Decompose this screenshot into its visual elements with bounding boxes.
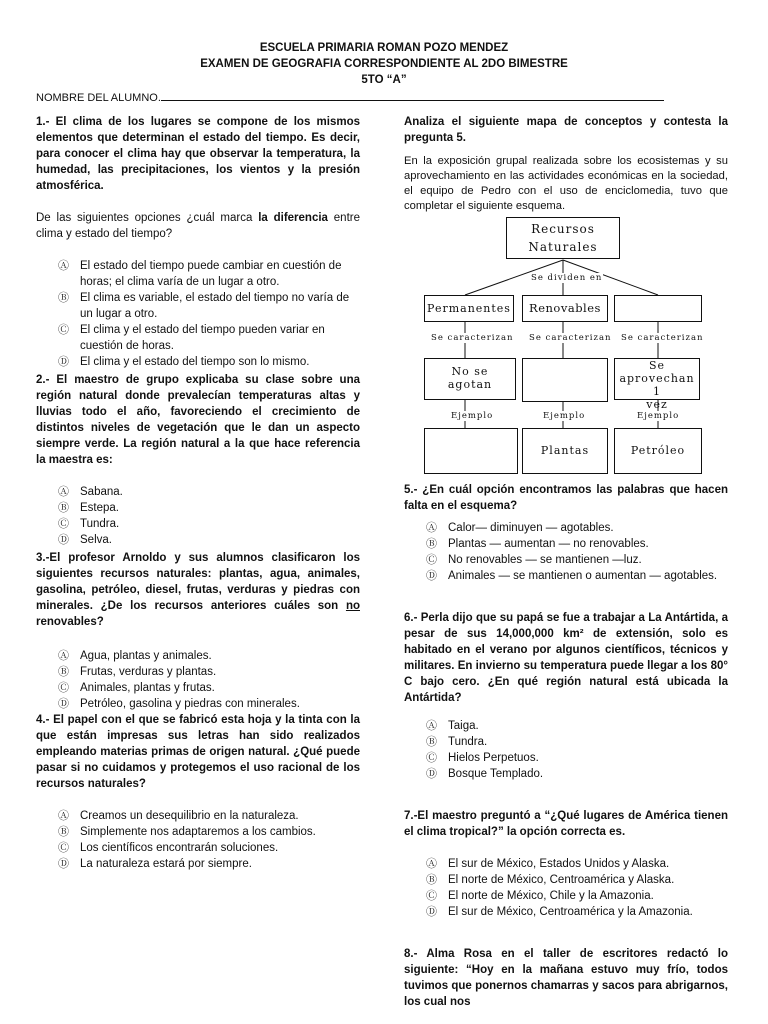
- option-letter-icon: Ⓐ: [426, 720, 437, 732]
- q4-option-d[interactable]: [36, 856, 360, 872]
- example-label-3: Ejemplo: [637, 411, 680, 421]
- option-text: El norte de México, Centroamérica y Alaska.: [448, 874, 675, 886]
- option-text: Selva.: [80, 534, 112, 546]
- q3-option-d[interactable]: [36, 696, 360, 712]
- option-text: Tundra.: [80, 518, 120, 530]
- option-letter-icon: Ⓒ: [58, 682, 69, 694]
- q6-option-c[interactable]: [404, 750, 728, 766]
- question-6-options: [404, 718, 728, 782]
- q4-option-b[interactable]: [36, 824, 360, 840]
- question-7-stem: 7.-El maestro preguntó a “¿Qué lugares de América tienen el clima tropical?” la opción correcta es.: [404, 810, 728, 838]
- example-label-1: Ejemplo: [451, 411, 494, 421]
- q5-option-b[interactable]: [404, 536, 728, 552]
- option-letter-icon: Ⓑ: [58, 502, 69, 514]
- option-text: Bosque Templado.: [448, 768, 544, 780]
- question-1-options: [36, 258, 360, 370]
- concept-map: [420, 215, 705, 475]
- option-letter-icon: Ⓑ: [58, 666, 69, 678]
- option-letter-icon: Ⓒ: [426, 752, 437, 764]
- map-category-renovables: Renovables: [522, 295, 608, 322]
- characterize-label-2: Se caracterizan: [529, 333, 612, 343]
- question-4-stem: 4.- El papel con el que se fabricó esta hoja y la tinta con la que están impresas sus letras han sido realizados empleando materias primas de origen natural. ¿Qué puede pasar si no cuidamos y protegemos el uso racional de los recursos naturales?: [36, 714, 360, 790]
- map-characteristic-2: [522, 358, 608, 402]
- q4-option-a[interactable]: [36, 808, 360, 824]
- option-text: Frutas, verduras y plantas.: [80, 666, 217, 678]
- left-column: [36, 114, 360, 872]
- option-letter-icon: Ⓓ: [58, 534, 69, 546]
- q7-option-b[interactable]: [404, 872, 728, 888]
- option-text: El clima y el estado del tiempo pueden variar en cuestión de horas.: [80, 324, 325, 352]
- map-example-plantas: Plantas: [522, 428, 608, 474]
- option-text: Hielos Perpetuos.: [448, 752, 539, 764]
- q5-option-d[interactable]: [404, 568, 728, 584]
- right-column-lower: [404, 482, 728, 1010]
- option-text: Calor— diminuyen — agotables.: [448, 522, 614, 534]
- student-name-row: [36, 90, 664, 104]
- option-letter-icon: Ⓒ: [58, 324, 69, 336]
- question-3-stem: 3.-El profesor Arnoldo y sus alumnos clasificaron los siguientes recursos naturales: plantas, agua, animales, gasolina, petróleo, diesel, frutas, verduras y piedras con minerales. ¿De los recursos anteriores cuáles son no renovables?: [36, 552, 360, 628]
- option-text: Animales — se mantienen o aumentan — agotables.: [448, 570, 718, 582]
- characterize-label-1: Se caracterizan: [431, 333, 514, 343]
- option-letter-icon: Ⓓ: [426, 906, 437, 918]
- example-label-2: Ejemplo: [543, 411, 586, 421]
- option-letter-icon: Ⓓ: [426, 570, 437, 582]
- option-letter-icon: Ⓒ: [58, 842, 69, 854]
- q7-option-a[interactable]: [404, 856, 728, 872]
- option-letter-icon: Ⓐ: [426, 522, 437, 534]
- q6-option-d[interactable]: [404, 766, 728, 782]
- q5-option-a[interactable]: [404, 520, 728, 536]
- option-text: Creamos un desequilibrio en la naturaleza.: [80, 810, 299, 822]
- school-name: ESCUELA PRIMARIA ROMAN POZO MENDEZ: [259, 42, 509, 54]
- question-2-options: [36, 484, 360, 548]
- q1-option-a[interactable]: [36, 258, 360, 290]
- characterize-label-3: Se caracterizan: [621, 333, 704, 343]
- option-letter-icon: Ⓓ: [426, 768, 437, 780]
- option-text: Simplemente nos adaptaremos a los cambios.: [80, 826, 316, 838]
- option-text: El estado del tiempo puede cambiar en cuestión de horas; el clima varía de un lugar a otro.: [80, 260, 342, 288]
- option-letter-icon: Ⓓ: [58, 858, 69, 870]
- option-letter-icon: Ⓒ: [426, 554, 437, 566]
- question-5-stem: 5.- ¿En cuál opción encontramos las palabras que hacen falta en el esquema?: [404, 484, 728, 512]
- grade-label: 5TO “A”: [361, 74, 407, 86]
- map-category-blank: [614, 295, 702, 322]
- option-text: El sur de México, Estados Unidos y Alaska.: [448, 858, 670, 870]
- question-3-options: [36, 648, 360, 712]
- option-text: La naturaleza estará por siempre.: [80, 858, 252, 870]
- map-characteristic-3: Se aprovechan 1 vez: [614, 358, 700, 400]
- question-1-prompt: De las siguientes opciones ¿cuál marca la diferencia entre clima y estado del tiempo?: [36, 212, 360, 240]
- map-intro-title: Analiza el siguiente mapa de conceptos y contesta la pregunta 5.: [404, 116, 728, 144]
- q2-option-c[interactable]: [36, 516, 360, 532]
- option-text: Sabana.: [80, 486, 123, 498]
- option-letter-icon: Ⓑ: [426, 736, 437, 748]
- option-letter-icon: Ⓒ: [58, 518, 69, 530]
- option-text: El clima y el estado del tiempo son lo mismo.: [80, 356, 310, 368]
- question-5-options: [404, 520, 728, 584]
- option-text: Taiga.: [448, 720, 479, 732]
- option-text: Animales, plantas y frutas.: [80, 682, 215, 694]
- question-4-options: [36, 808, 360, 872]
- option-text: No renovables — se mantienen —luz.: [448, 554, 642, 566]
- question-6-stem: 6.- Perla dijo que su papá se fue a trabajar a La Antártida, a pesar de sus 14,000,000 km² de extensión, solo es habitado en el verano por algunos científicos, técnicos y militares. En invierno su temperatura puede llegar a los 80° C bajo cero. ¿En qué región natural está ubicada la Antártida?: [404, 612, 728, 704]
- option-letter-icon: Ⓐ: [426, 858, 437, 870]
- map-characteristic-1: No se agotan: [424, 358, 516, 400]
- option-text: Plantas — aumentan — no renovables.: [448, 538, 649, 550]
- map-example-blank: [424, 428, 518, 474]
- q2-option-d[interactable]: [36, 532, 360, 548]
- q7-option-d[interactable]: [404, 904, 728, 920]
- q3-option-b[interactable]: [36, 664, 360, 680]
- option-letter-icon: Ⓑ: [58, 826, 69, 838]
- option-letter-icon: Ⓓ: [58, 698, 69, 710]
- divide-label: Se dividen en: [531, 273, 603, 283]
- exam-title: EXAMEN DE GEOGRAFIA CORRESPONDIENTE AL 2DO BIMESTRE: [200, 58, 568, 70]
- option-text: Los científicos encontrarán soluciones.: [80, 842, 279, 854]
- q2-option-a[interactable]: [36, 484, 360, 500]
- question-1-stem: 1.- El clima de los lugares se compone de los mismos elementos que determinan el estado del tiempo. Es decir, para conocer el clima hay que observar la temperatura, la humedad, las precipitaciones, los vientos y la presión atmosférica.: [36, 116, 360, 192]
- option-letter-icon: Ⓐ: [58, 486, 69, 498]
- q3-option-a[interactable]: [36, 648, 360, 664]
- map-category-permanentes: Permanentes: [424, 295, 514, 322]
- option-text: El sur de México, Centroamérica y la Amazonia.: [448, 906, 693, 918]
- option-letter-icon: Ⓓ: [58, 356, 69, 368]
- map-root-box: Recursos Naturales: [506, 217, 620, 259]
- q5-option-c[interactable]: [404, 552, 728, 568]
- option-letter-icon: Ⓑ: [58, 292, 69, 304]
- question-7-options: [404, 856, 728, 920]
- q1-option-b[interactable]: [36, 290, 360, 322]
- option-text: Estepa.: [80, 502, 119, 514]
- q3-option-c[interactable]: [36, 680, 360, 696]
- option-letter-icon: Ⓐ: [58, 650, 69, 662]
- map-example-petroleo: Petróleo: [614, 428, 702, 474]
- q2-option-b[interactable]: [36, 500, 360, 516]
- option-text: El clima es variable, el estado del tiempo no varía de un lugar a otro.: [80, 292, 350, 320]
- q1-option-c[interactable]: [36, 322, 360, 354]
- option-text: Agua, plantas y animales.: [80, 650, 212, 662]
- right-column: [404, 114, 728, 214]
- question-2-stem: 2.- El maestro de grupo explicaba su clase sobre una región natural donde prevalecían temperaturas altas y lluvias todo el año, favoreciendo el crecimiento de distintos niveles de vegetación que le dan un aspecto siempre verde. La región natural a la que hace referencia la maestra es:: [36, 374, 360, 466]
- option-text: Tundra.: [448, 736, 488, 748]
- map-intro-text: En la exposición grupal realizada sobre los ecosistemas y su aprovechamiento en las actividades económicas en la sociedad, el equipo de Pedro con el uso de enciclomedia, tuvo que completar el siguiente esquema.: [404, 155, 728, 212]
- student-name-blank[interactable]: [161, 90, 664, 101]
- q4-option-c[interactable]: [36, 840, 360, 856]
- q1-option-d[interactable]: [36, 354, 360, 370]
- option-letter-icon: Ⓐ: [58, 260, 69, 272]
- option-letter-icon: Ⓑ: [426, 538, 437, 550]
- option-letter-icon: Ⓒ: [426, 890, 437, 902]
- option-letter-icon: Ⓐ: [58, 810, 69, 822]
- option-text: El norte de México, Chile y la Amazonia.: [448, 890, 654, 902]
- q6-option-a[interactable]: [404, 718, 728, 734]
- q6-option-b[interactable]: [404, 734, 728, 750]
- question-8-stem: 8.- Alma Rosa en el taller de escritores redactó lo siguiente: “Hoy en la mañana estuvo muy frío, todos tuvimos que ponernos chamarras y sacos para abrigarnos, los cual nos: [404, 948, 728, 1008]
- q7-option-c[interactable]: [404, 888, 728, 904]
- option-letter-icon: Ⓑ: [426, 874, 437, 886]
- student-name-label: NOMBRE DEL ALUMNO.: [36, 92, 161, 104]
- option-text: Petróleo, gasolina y piedras con minerales.: [80, 698, 300, 710]
